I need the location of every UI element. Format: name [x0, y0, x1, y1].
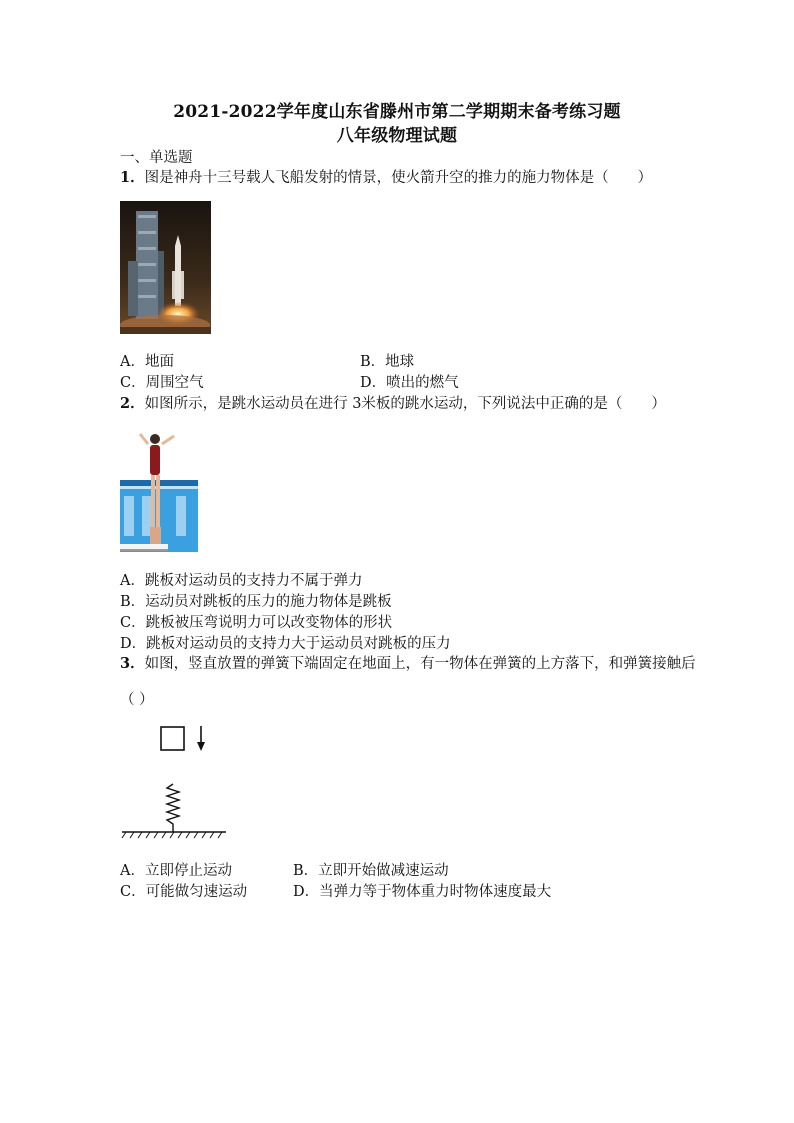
question-1 [120, 166, 652, 187]
question-2-text: 如图所示，是跳水运动员在进行 3米板的跳水运动，下列说法中正确的是（ ） [144, 396, 666, 412]
question-3-option-a: A．立即停止运动 [120, 863, 232, 879]
question-3-text: 如图，竖直放置的弹簧下端固定在地面上，有一物体在弹簧的上方落下，和弹簧接触后 [144, 656, 696, 672]
spring [167, 784, 179, 832]
question-3 [120, 652, 696, 673]
question-3-answer-blank: （ ） [120, 692, 154, 708]
ground-hatching [122, 832, 222, 838]
question-2-option-b: B．运动员对跳板的压力的施力物体是跳板 [120, 594, 392, 610]
question-1-option-c: C．周围空气 [120, 375, 204, 391]
spring-diagram [120, 722, 230, 842]
question-1-text: 图是神舟十三号载人飞船发射的情景，使火箭升空的推力的施力物体是（ ） [144, 170, 653, 186]
falling-block [161, 727, 184, 750]
question-1-option-b: B．地球 [360, 354, 415, 370]
diver-image [120, 430, 198, 552]
rocket-launch-image [120, 201, 211, 334]
paper-title-line2: 八年级物理试题 [336, 126, 458, 146]
question-2-option-d: D．跳板对运动员的支持力大于运动员对跳板的压力 [120, 636, 451, 652]
question-3-option-b: B．立即开始做减速运动 [293, 863, 449, 879]
question-2-number: 2． [120, 395, 145, 412]
section-heading: 一、单选题 [120, 150, 193, 166]
question-3-number: 3． [120, 655, 145, 672]
question-2-option-c: C．跳板被压弯说明力可以改变物体的形状 [120, 615, 393, 631]
question-3-option-d: D．当弹力等于物体重力时物体速度最大 [293, 884, 552, 900]
question-1-number: 1． [120, 169, 145, 186]
question-1-option-d: D．喷出的燃气 [360, 375, 459, 391]
downward-arrow-icon [197, 726, 205, 751]
question-2-option-a: A．跳板对运动员的支持力不属于弹力 [120, 573, 363, 589]
question-3-option-c: C．可能做匀速运动 [120, 884, 248, 900]
question-1-option-a: A．地面 [120, 354, 174, 370]
paper-title-line1: 2021-2022学年度山东省滕州市第二学期期末备考练习题 [173, 102, 621, 122]
question-2 [120, 392, 666, 413]
